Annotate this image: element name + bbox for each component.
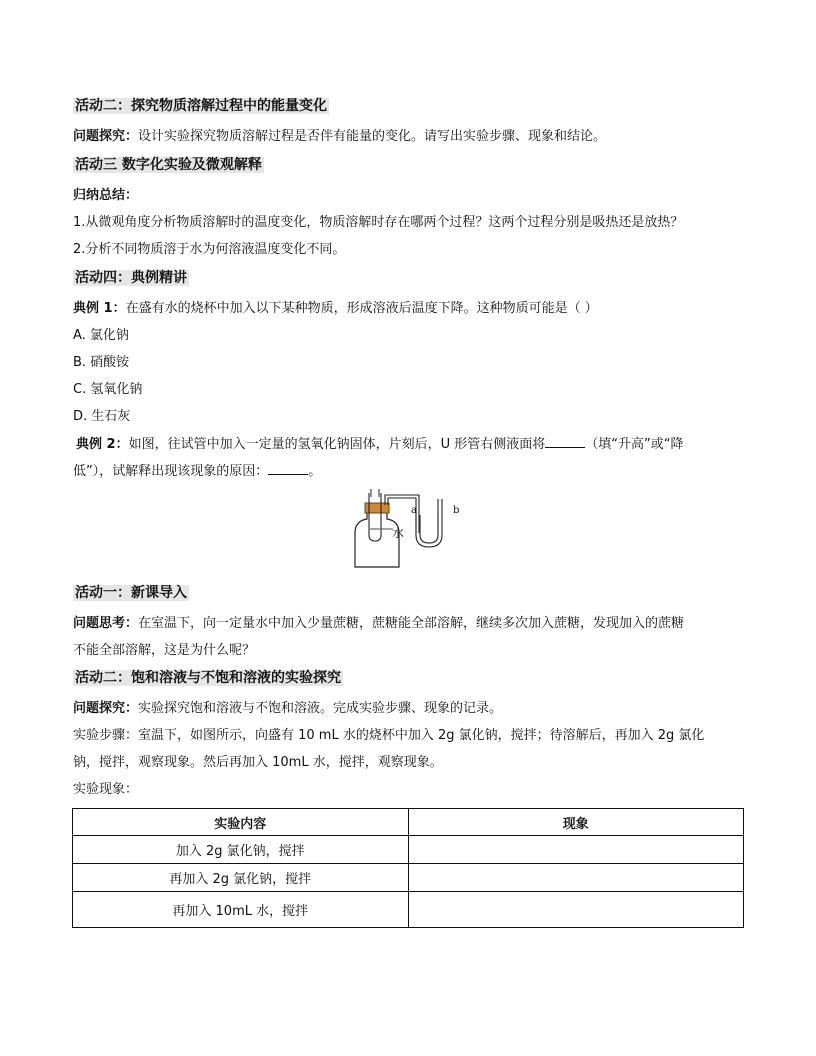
test-tube xyxy=(369,493,381,541)
option-d: D. 生石灰 xyxy=(73,409,131,424)
example-2-line-1 xyxy=(76,435,683,455)
question-inquiry-2 xyxy=(73,699,502,719)
answer-blank-2 xyxy=(268,462,308,475)
table-row xyxy=(73,836,744,864)
option-b: B. 硝酸铵 xyxy=(73,355,130,370)
para-text: 如图，往试管中加入一定量的氢氧化钠固体，片刻后，U 形管右侧液面将 xyxy=(128,437,546,452)
table-cell-empty[interactable] xyxy=(408,836,743,864)
table-header-row xyxy=(73,809,744,836)
para-text: 实验探究饱和溶液与不饱和溶液。完成实验步骤、现象的记录。 xyxy=(138,701,503,716)
para-label: 典例 1： xyxy=(73,301,126,316)
label-a: a xyxy=(411,505,417,516)
example-2-line-2 xyxy=(73,462,321,482)
summary-item-1: 1.从微观角度分析物质溶解时的温度变化，物质溶解时存在哪两个过程？这两个过程分别是吸热还是放热？ xyxy=(73,215,684,230)
table-cell-empty[interactable] xyxy=(408,892,743,928)
para-text: 在室温下，向一定量水中加入少量蔗糖，蔗糖能全部溶解，继续多次加入蔗糖，发现加入的蔗糖 xyxy=(138,616,685,631)
section-title-saturated xyxy=(73,668,343,689)
summary-label xyxy=(73,186,138,206)
question-thinking-line-1 xyxy=(73,614,684,634)
summary-item-2: 2.分析不同物质溶于水为何溶液温度变化不同。 xyxy=(73,242,346,257)
section-heading: 活动二：饱和溶液与不饱和溶液的实验探究 xyxy=(75,670,341,686)
table-header: 实验内容 xyxy=(73,809,409,836)
question-inquiry-1 xyxy=(73,127,606,147)
para-label: 问题探究： xyxy=(73,701,139,716)
option-c: C. 氢氧化钠 xyxy=(73,382,143,397)
para-label: 归纳总结： xyxy=(73,188,139,203)
experiment-table xyxy=(72,808,744,928)
table-row xyxy=(73,892,744,928)
para-text: 设计实验探究物质溶解过程是否伴有能量的变化。请写出实验步骤、现象和结论。 xyxy=(138,129,607,144)
table-cell: 加入 2g 氯化钠，搅拌 xyxy=(73,836,409,864)
option-a: A. 氯化钠 xyxy=(73,328,129,343)
apparatus-figure xyxy=(345,485,475,575)
para-text: 低”），试解释出现该现象的原因： xyxy=(73,464,269,479)
steps-line-2: 钠，搅拌，观察现象。然后再加入 10mL 水，搅拌，观察现象。 xyxy=(73,755,443,770)
para-label: 问题探究： xyxy=(73,129,139,144)
question-thinking-line-2: 不能全部溶解，这是为什么呢？ xyxy=(73,643,256,658)
table-cell: 再加入 10mL 水，搅拌 xyxy=(73,892,409,928)
section-title-intro xyxy=(73,583,189,604)
label-water: 水 xyxy=(392,526,405,540)
steps-line-1: 实验步骤：室温下，如图所示，向盛有 10 mL 水的烧杯中加入 2g 氯化钠，搅拌；待溶解后，再加入 2g 氯化 xyxy=(73,728,705,743)
para-label: 问题思考： xyxy=(73,616,139,631)
table-cell: 再加入 2g 氯化钠，搅拌 xyxy=(73,864,409,892)
label-b: b xyxy=(453,505,460,516)
section-heading: 活动三 数字化实验及微观解释 xyxy=(75,157,262,173)
table-header: 现象 xyxy=(408,809,743,836)
table-cell-empty[interactable] xyxy=(408,864,743,892)
section-heading: 活动二：探究物质溶解过程中的能量变化 xyxy=(75,98,327,114)
phenomenon-label: 实验现象： xyxy=(73,782,139,797)
section-title-digital xyxy=(73,155,264,176)
para-label: 典例 2： xyxy=(76,437,129,452)
section-title-examples xyxy=(73,268,189,289)
section-heading: 活动四：典例精讲 xyxy=(75,270,187,286)
section-heading: 活动一：新课导入 xyxy=(75,585,187,601)
table-row xyxy=(73,864,744,892)
para-text: 。 xyxy=(308,464,322,479)
example-1 xyxy=(73,299,598,319)
para-text: （填“升高”或“降 xyxy=(585,437,684,452)
answer-blank-1 xyxy=(545,435,585,448)
section-title-energy xyxy=(73,96,329,117)
para-text: 在盛有水的烧杯中加入以下某种物质，形成溶液后温度下降。这种物质可能是（ ） xyxy=(125,301,598,316)
